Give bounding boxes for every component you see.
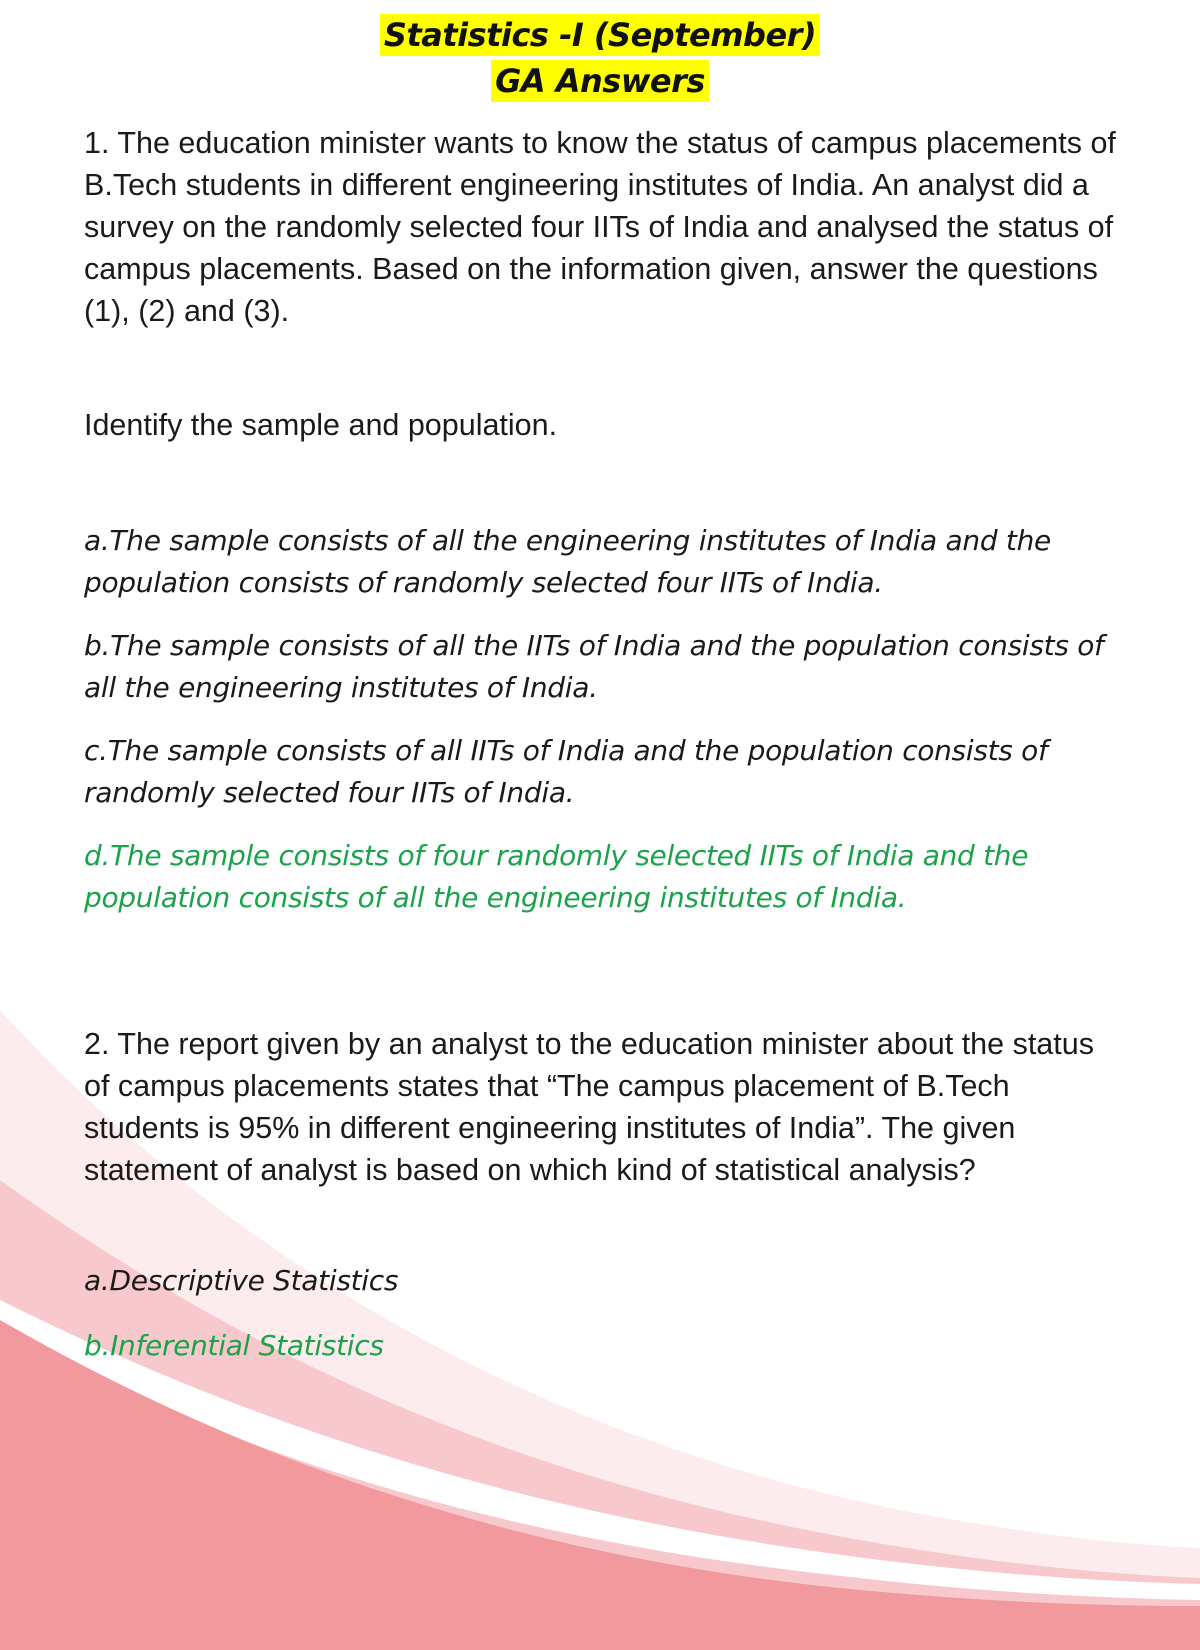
question-1-text: 1. The education minister wants to know the status of campus placements of B.Tech students in different engineering institutes of India. An analyst did a survey on the randomly selected four IITs of India and analysed the status of campus placements. Based on the information given, answer the questions (1), (2) and (3). [84, 126, 1116, 328]
question-2-option-a[interactable]: a.Descriptive Statistics [84, 1264, 399, 1297]
question-1-option-b[interactable]: b.The sample consists of all the IITs of India and the population consists of all the engineering institutes of India. [84, 629, 1104, 704]
question-1-option-d[interactable]: d.The sample consists of four randomly selected IITs of India and the population consists of all the engineering institutes of India. [84, 839, 1029, 914]
question-1-option-c[interactable]: c.The sample consists of all IITs of India and the population consists of randomly selected four IITs of India. [84, 734, 1048, 809]
question-1-option-a[interactable]: a.The sample consists of all the engineering institutes of India and the population consists of randomly selected four IITs of India. [84, 524, 1051, 599]
question-2-option-b[interactable]: b.Inferential Statistics [84, 1329, 384, 1362]
question-2-text: 2. The report given by an analyst to the education minister about the status of campus placements states that “The campus placement of B.Tech students is 95% in different engineering institutes of India”. The given statement of analyst is based on which kind of statistical analysis? [84, 1027, 1094, 1187]
title-block [0, 14, 1200, 106]
question-1-prompt: Identify the sample and population. [84, 408, 558, 442]
page-subtitle: GA Answers [491, 60, 709, 102]
page-title: Statistics -I (September) [380, 14, 820, 56]
